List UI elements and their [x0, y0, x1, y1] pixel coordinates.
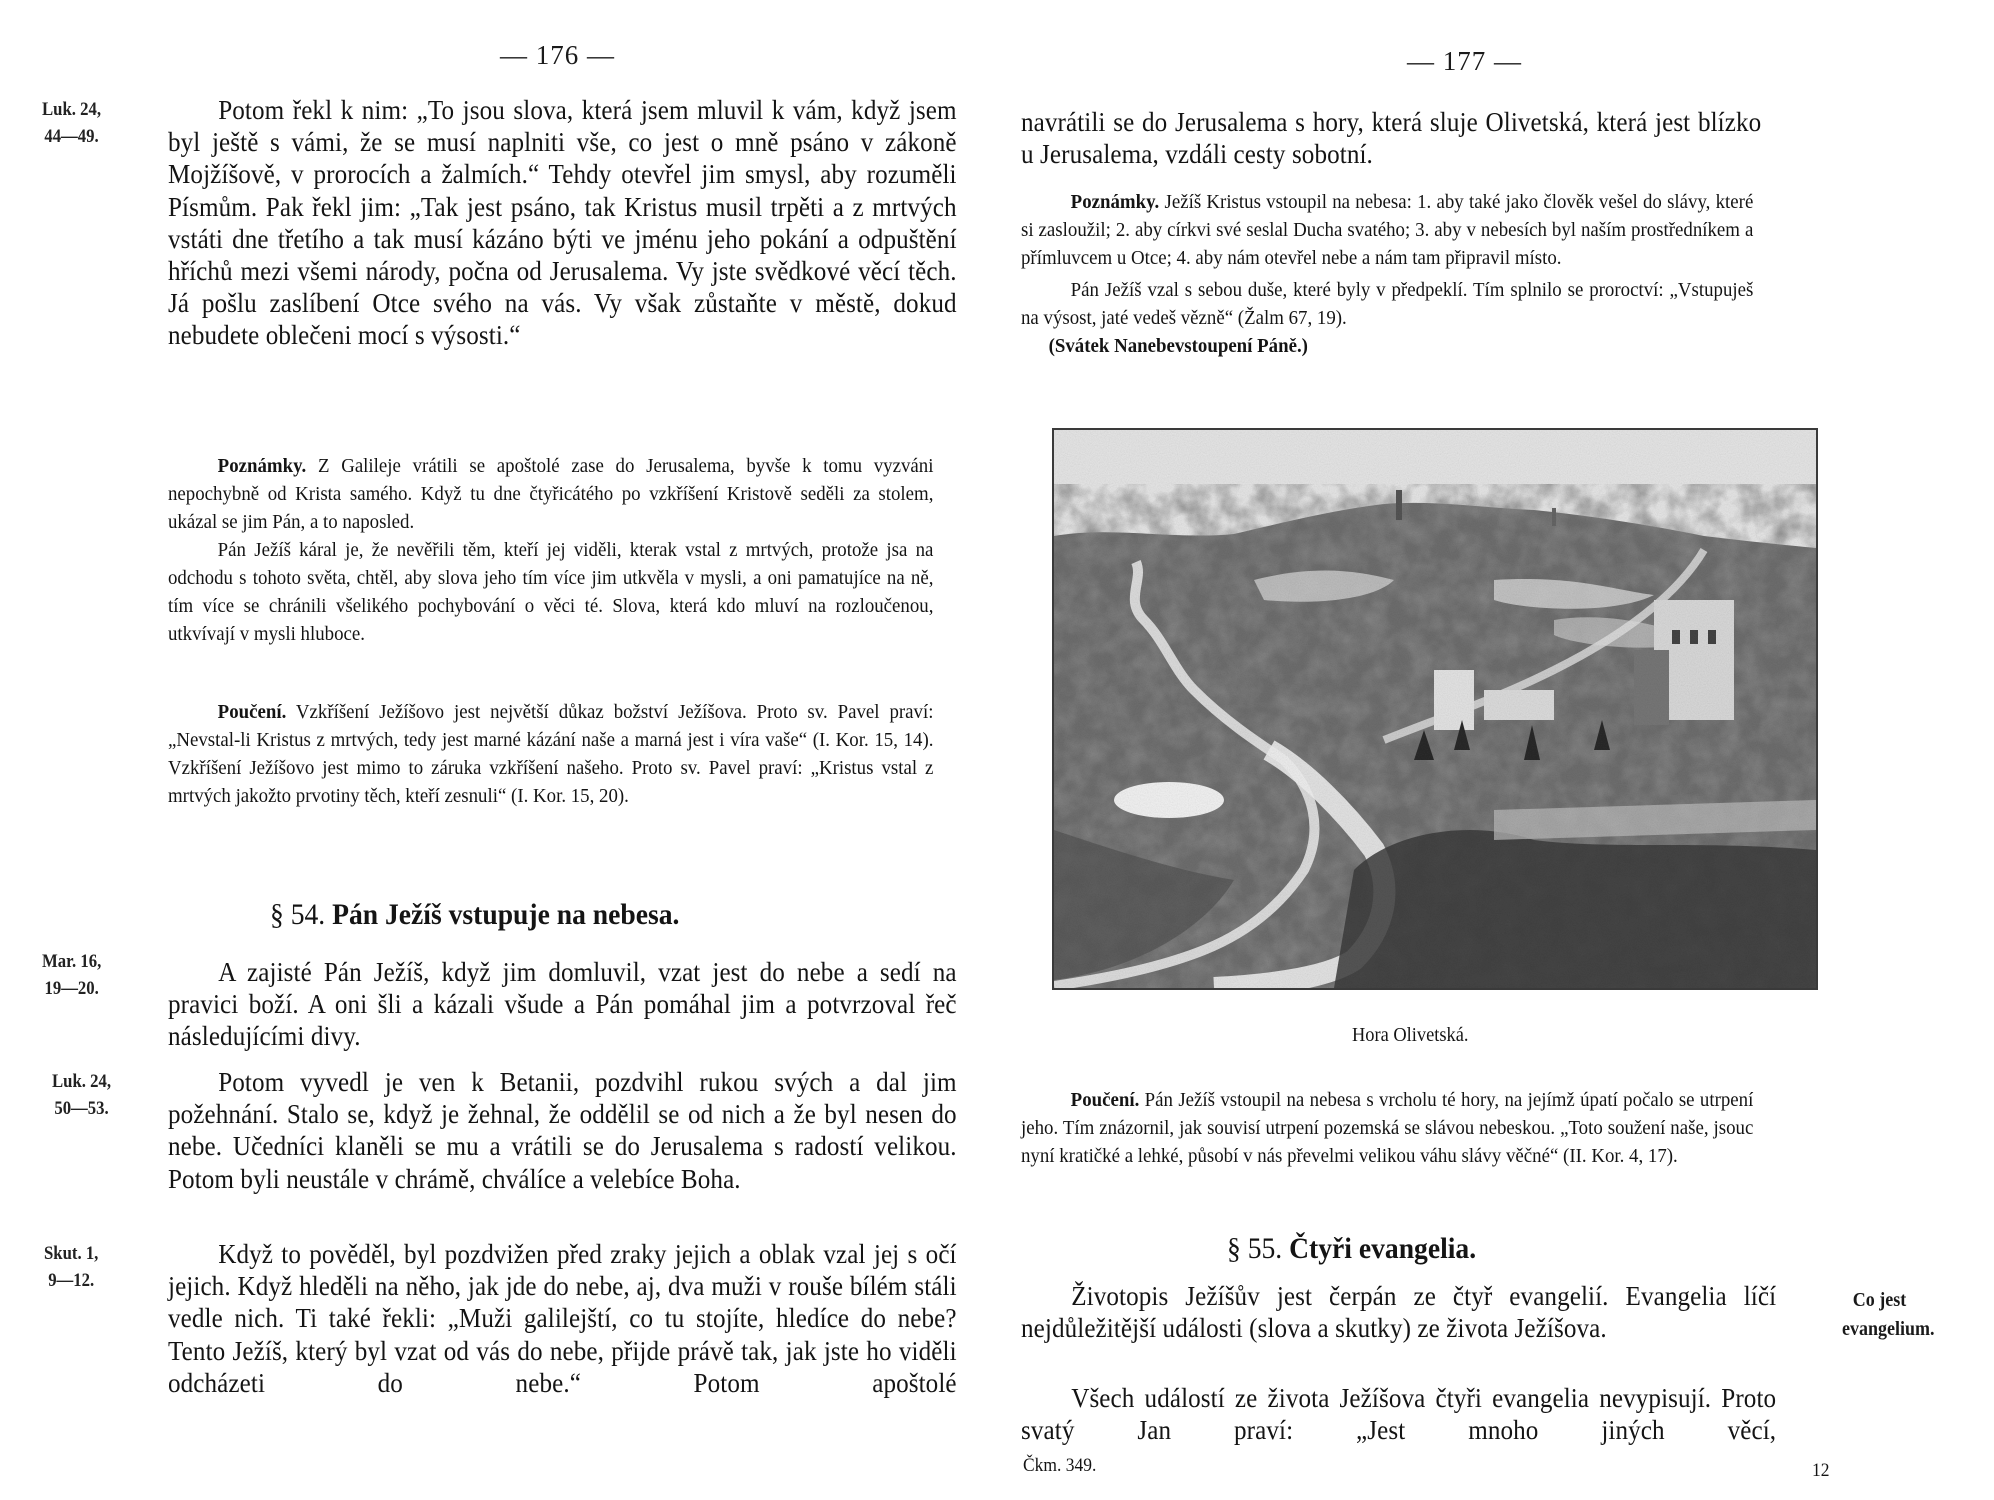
body-paragraph: Potom vyvedl je ven k Betanii, pozdvihl rukou svých a dal jim požehnání. Stalo se, když je žehnal, že oddělil se od nich a že byl nesen do nebe. Učedníci klaněli se mu a vrátili se do Jerusalema s radostí velikou. Potom byli neustále v chrámě, chválíce a velebíce Boha. — [168, 1067, 957, 1194]
photo-caption: Hora Olivetská. — [1352, 1024, 1469, 1046]
margin-reference: Luk. 24, 44—49. — [42, 99, 102, 147]
notes-label: Poznámky. — [1070, 191, 1160, 213]
printer-signature: Čkm. 349. — [1023, 1455, 1097, 1476]
margin-side-note: Co jest evangelium. — [1842, 1289, 1935, 1340]
lesson-section: Poučení. Vzkříšení Ježíšovo jest největší důkaz božství Ježíšova. Proto sv. Pavel praví: „Nevstal-li Kristus z mrtvých, tedy jest marné kázání naše a marná jest i víra vaše“ (I. Kor. 15, 14). Vzkříšení Ježíšovo jest mimo to záruka vzkříšení našeho. Proto sv. Pavel praví: „Kristus vstal z mrtvých jakožto prvotiny těch, kteří zesnuli“ (I. Kor. 15, 20). — [168, 701, 934, 807]
lesson-label: Poučení. — [217, 701, 287, 723]
right-page — [997, 0, 1994, 1500]
margin-reference: Mar. 16, 19—20. — [42, 951, 102, 999]
page-number: — 176 — — [500, 40, 615, 70]
section-heading: § 55. Čtyři evangelia. — [1227, 1232, 1477, 1265]
lesson-section: Poučení. Pán Ježíš vstoupil na nebesa s vrcholu té hory, na jejímž úpatí počalo se utrpení jeho. Tím znázornil, jak souvisí utrpení pozemská se slávou nebeskou. „Toto soužení naše, jsouc nyní kratičké a lehké, působí v nás převelmi velikou váhu slávy věčné“ (II. Kor. 4, 17). — [1021, 1089, 1754, 1167]
margin-reference: Luk. 24, 50—53. — [52, 1071, 112, 1119]
margin-reference: Skut. 1, 9—12. — [44, 1243, 99, 1291]
sheet-number: 12 — [1812, 1460, 1830, 1481]
body-paragraph: Potom řekl k nim: „To jsou slova, která jsem mluvil k vám, když jsem byl ještě s vámi, že se musí naplniti vše, co jest o mně psáno v zákoně Mojžíšově, v prorocích a žalmích.“ Tehdy otevřel jim smysl, aby rozuměli Písmům. Pak řekl jim: „Tak jest psáno, tak Kristus musil trpěti a z mrtvých vstáti dne třetího a tak musí kázáno býti ve jménu jeho pokání a odpuštění hříchů mezi všemi národy, počna od Jerusalema. Vy jste svědkové věcí těch. Já pošlu zaslíbení Otce svého na vás. Vy však zůstaňte v městě, dokud nebudete oblečeni mocí s výsosti.“ — [168, 95, 957, 351]
notes-section: Poznámky. Z Galileje vrátili se apoštolé zase do Jerusalema, byvše k tomu vyzváni nepochybně od Krista samého. Když tu dne čtyřicátého po vzkříšení Kristově seděli za stolem, ukázal se jim Pán, a to naposled. Pán Ježíš káral je, že nevěřili těm, kteří jej viděli, kterak vstal z mrtvých, protože jsa na odchodu s tohoto světa, chtěl, aby slova jeho tím více jim utkvěla v mysli, a oni pamatujíce na ně, tím více se chránili všelikého pochybování o věci té. Slova, která kdo mluví na rozloučenou, utkvívají v mysli hluboce. — [168, 455, 934, 645]
page-number: — 177 — — [1407, 46, 1522, 76]
lesson-label: Poučení. — [1070, 1089, 1140, 1111]
body-paragraph: Životopis Ježíšův jest čerpán ze čtyř evangelií. Evangelia líčí nejdůležitější události (slova a skutky) ze života Ježíšova. — [1021, 1281, 1777, 1344]
body-paragraph: navrátili se do Jerusalema s hory, která sluje Olivetská, která jest blízko u Jerusalema, vzdáli cesty sobotní. — [1021, 107, 1762, 170]
body-paragraph: Když to pověděl, byl pozdvižen před zraky jejich a oblak vzal jej s očí jejich. Když hleděli na něho, jak jde do nebe, aj, dva muži v rouše bílém stáli vedle nich. Ti také řekli: „Muži galilejští, co tu stojíte, hledíce do nebe? Tento Ježíš, který byl vzat od vás do nebe, přijde právě tak, jak jste ho viděli odcházeti do nebe.“ Potom apoštolé — [168, 1239, 957, 1398]
section-heading: § 54. Pán Ježíš vstupuje na nebesa. — [270, 898, 680, 931]
notes-section: Poznámky. Ježíš Kristus vstoupil na nebesa: 1. aby také jako člověk vešel do slávy, které si zasloužil; 2. aby církvi své seslal Ducha svatého; 3. aby v nebesích byl naším prostředníkem a přímluvcem u Otce; 4. aby nám otevřel nebe a nám tam připravil místo. Pán Ježíš vzal s sebou duše, které byly v předpeklí. Tím splnilo se proroctví: „Vstupuješ na výsost, jaté vedeš vězně“ (Žalm 67, 19). (Svátek Nanebevstoupení Páně.) — [1021, 188, 1753, 360]
body-paragraph: Všech událostí ze života Ježíšova čtyři evangelia nevypisují. Proto svatý Jan praví: „Jest mnoho jiných věcí, — [1021, 1383, 1777, 1446]
notes-label: Poznámky. — [217, 455, 307, 477]
mount-of-olives-photo — [1052, 428, 1818, 990]
feast-note: (Svátek Nanebevstoupení Páně.) — [1048, 335, 1308, 357]
landscape-photo-icon — [1054, 430, 1816, 988]
body-paragraph: A zajisté Pán Ježíš, když jim domluvil, vzat jest do nebe a sedí na pravici boží. A oni šli a kázali všude a Pán pomáhal jim a potvrzoval řeč následujícími divy. — [168, 957, 957, 1052]
